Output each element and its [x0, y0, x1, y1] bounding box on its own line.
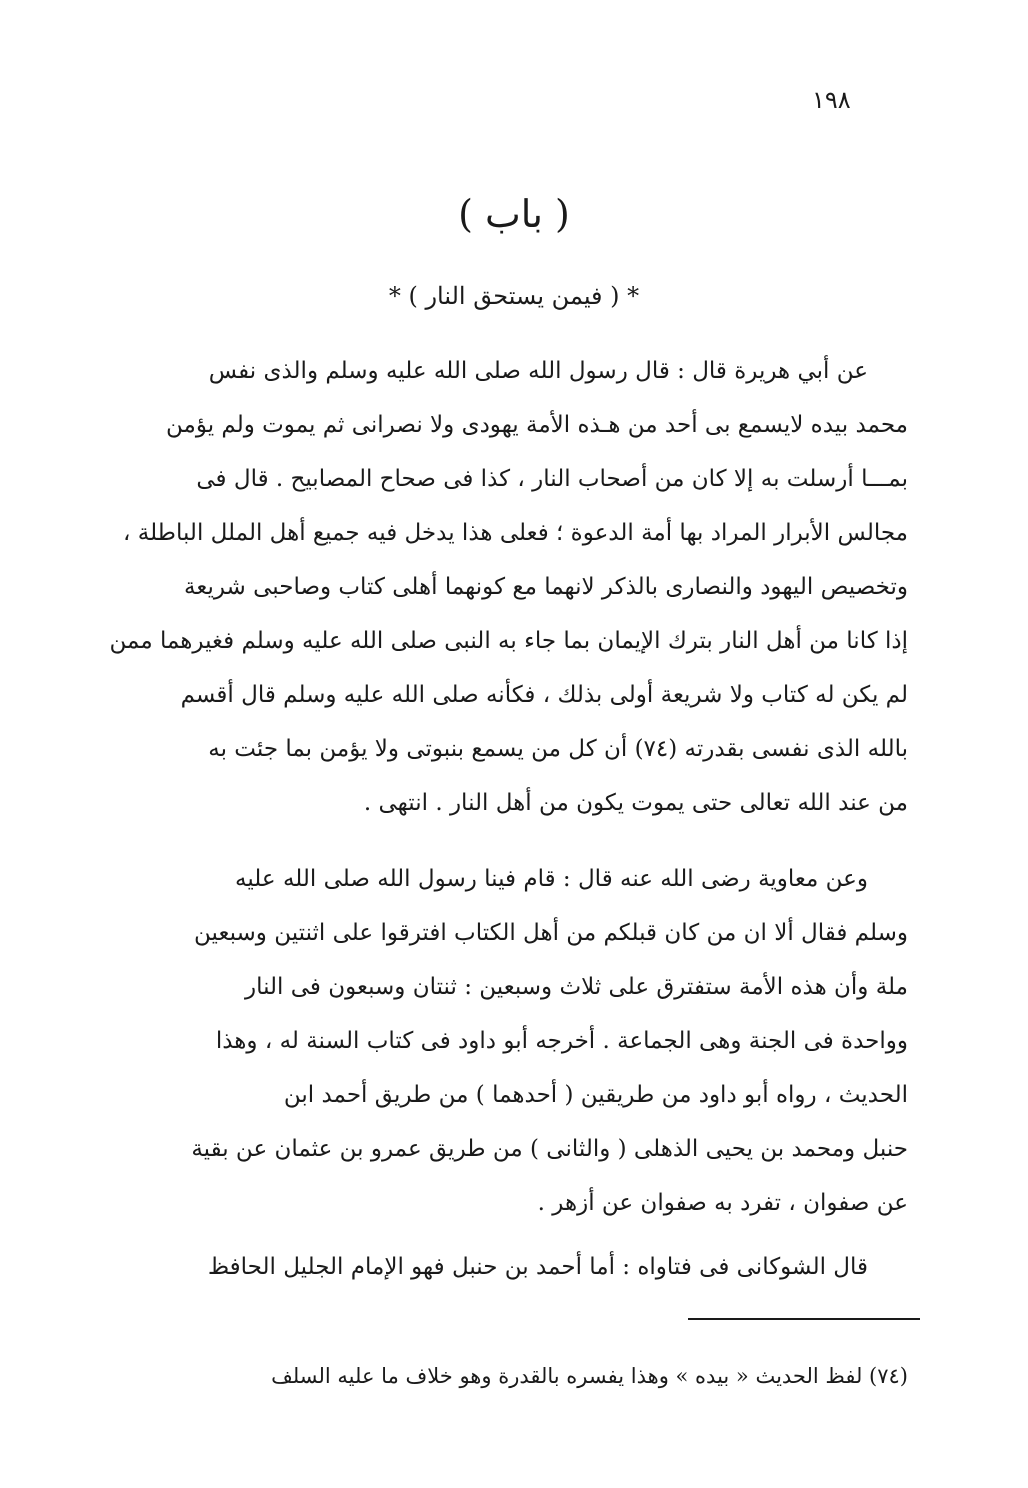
text-line: عن صفوان ، تفرد به صفوان عن أزهر . [537, 1190, 908, 1216]
chapter-title: ( باب ) [458, 192, 570, 236]
text-line: مجالس الأبرار المراد بها أمة الدعوة ؛ فعلى هذا يدخل فيه جميع أهل الملل الباطلة ، [123, 520, 908, 546]
paragraph-shawkani [190, 1240, 908, 1294]
page-number: ١٩٨ [812, 86, 851, 114]
text-line: وتخصيص اليهود والنصارى بالذكر لانهما مع كونهما أهلى كتاب وصاحبى شريعة [184, 574, 908, 600]
text-line: بمـــا أرسلت به إلا كان من أصحاب النار ، كذا فى صحاح المصابيح . قال فى [196, 466, 908, 492]
text-line: محمد بيده لايسمع بى أحد من هـذه الأمة يهودى ولا نصرانى ثم يموت ولم يؤمن [166, 412, 908, 438]
text-line: عن أبي هريرة قال : قال رسول الله صلى الله عليه وسلم والذى نفس [208, 358, 868, 384]
text-line: بالله الذى نفسى بقدرته (٧٤) أن كل من يسمع بنبوتى ولا يؤمن بما جئت به [208, 736, 908, 762]
paragraph-muawiya [190, 852, 908, 1230]
text-line: لم يكن له كتاب ولا شريعة أولى بذلك ، فكأنه صلى الله عليه وسلم قال أقسم [180, 682, 908, 708]
paragraph-abu-hurayra [109, 344, 908, 830]
text-line: وواحدة فى الجنة وهى الجماعة . أخرجه أبو داود فى كتاب السنة له ، وهذا [215, 1028, 908, 1054]
text-line: الحديث ، رواه أبو داود من طريقين ( أحدهما ) من طريق أحمد ابن [283, 1082, 908, 1108]
text-line: وسلم فقال ألا ان من كان قبلكم من أهل الكتاب افترقوا على اثنتين وسبعين [194, 920, 908, 946]
text-line: قال الشوكانى فى فتاواه : أما أحمد بن حنبل فهو الإمام الجليل الحافظ [207, 1254, 868, 1280]
chapter-subtitle: * ( فيمن يستحق النار ) * [388, 282, 640, 310]
text-line: من عند الله تعالى حتى يموت يكون من أهل النار . انتهى . [363, 790, 908, 816]
text-line: ملة وأن هذه الأمة ستفترق على ثلاث وسبعين : ثنتان وسبعون فى النار [244, 974, 908, 1000]
text-line: إذا كانا من أهل النار بترك الإيمان بما جاء به النبى صلى الله عليه وسلم فغيرهما ممن [109, 628, 908, 654]
text-line: وعن معاوية رضى الله عنه قال : قام فينا رسول الله صلى الله عليه [235, 866, 868, 892]
footnote: (٧٤) لفظ الحديث « بيده » وهذا يفسره بالقدرة وهو خلاف ما عليه السلف [271, 1364, 908, 1388]
footnote-divider [688, 1318, 920, 1320]
text-line: حنبل ومحمد بن يحيى الذهلى ( والثانى ) من طريق عمرو بن عثمان عن بقية [191, 1136, 908, 1162]
